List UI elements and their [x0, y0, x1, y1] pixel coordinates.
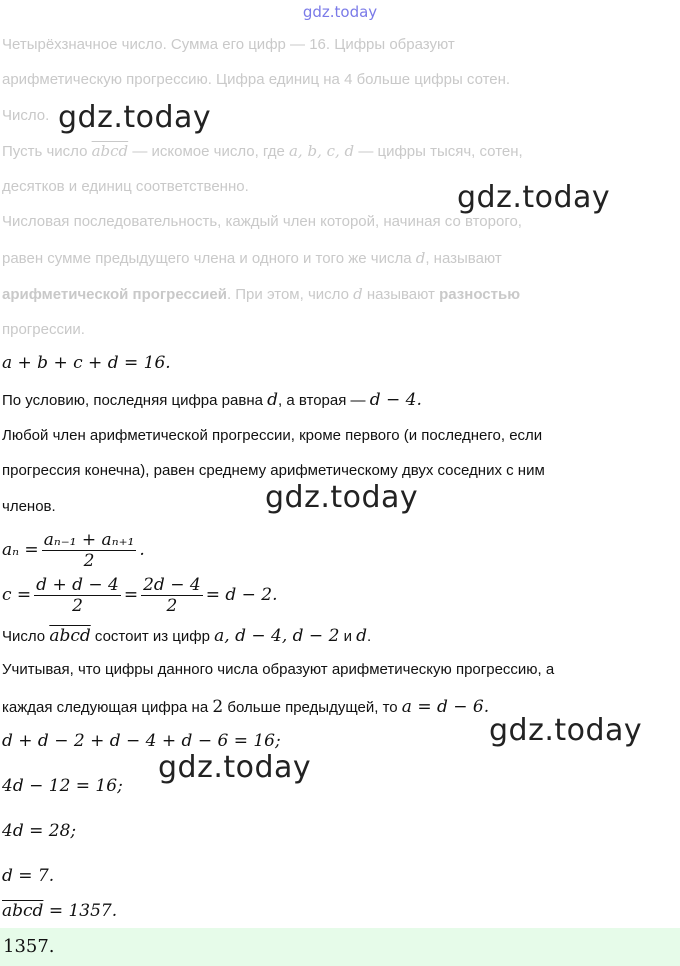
- definition-line-1: [2, 142, 680, 160]
- progression-line-1: Учитывая, что цифры данного числа образуют арифметическую прогрессию, а: [2, 661, 555, 678]
- text: называют: [366, 286, 435, 303]
- formula-c: [2, 575, 680, 616]
- definition-line-6: прогрессии.: [2, 321, 85, 338]
- number-two: 2: [212, 697, 224, 717]
- digits-list: a, d − 4, d − 2: [214, 626, 340, 646]
- fraction: [42, 530, 137, 571]
- formula-an: [2, 530, 680, 571]
- numerator: aₙ₋₁ + aₙ₊₁: [43, 530, 135, 550]
- problem-line-2: арифметическую прогрессию. Цифра единиц на 4 больше цифры сотен.: [2, 71, 511, 88]
- digits-line: [2, 626, 680, 646]
- final-equation: [2, 901, 680, 921]
- text: состоит из цифр: [94, 628, 210, 645]
- c-result: = d − 2.: [205, 585, 278, 605]
- var-d: d: [415, 249, 426, 267]
- number-abcd: abcd: [91, 142, 129, 160]
- text: больше предыдущей, то: [227, 699, 398, 716]
- definition-line-2: десятков и единиц соответственно.: [2, 178, 249, 195]
- var-d: d: [267, 390, 279, 410]
- watermark: gdz.today: [58, 100, 212, 135]
- rule-line-1: Любой член арифметической прогрессии, кроме первого (и последнего, если: [2, 427, 543, 444]
- text: , называют: [425, 250, 502, 267]
- equation-2: 4d − 12 = 16;: [2, 776, 123, 796]
- rule-line-2: прогрессия конечна), равен среднему арифметическому двух соседних с ним: [2, 462, 545, 479]
- text: По условию, последняя цифра равна: [2, 392, 263, 409]
- c-lhs: c =: [2, 585, 32, 605]
- denominator: 2: [83, 551, 95, 571]
- var-d: d: [353, 285, 363, 303]
- equation-sum: a + b + c + d = 16.: [2, 353, 171, 373]
- equals: =: [123, 585, 139, 605]
- equation-4: d = 7.: [2, 866, 55, 886]
- an-lhs: aₙ =: [2, 540, 39, 560]
- watermark: gdz.today: [265, 480, 419, 515]
- number-abcd: abcd: [2, 901, 44, 921]
- expr-d-minus-4: d − 4: [369, 390, 417, 410]
- problem-line-1: Четырёхзначное число. Сумма его цифр — 16. Цифры образуют: [2, 36, 455, 53]
- watermark: gdz.today: [457, 180, 611, 215]
- term-arith-progression: арифметической прогрессией: [2, 286, 227, 303]
- numerator: d + d − 4: [36, 575, 119, 595]
- fraction-1: [34, 575, 121, 616]
- text: — цифры тысяч, сотен,: [358, 143, 523, 160]
- text: и: [343, 628, 352, 645]
- var-d: d: [356, 626, 368, 646]
- text: Число: [2, 628, 46, 645]
- denominator: 2: [72, 596, 83, 616]
- text: — искомое число, где: [132, 143, 285, 160]
- period: .: [416, 390, 422, 410]
- rule-line-3: членов.: [2, 498, 56, 515]
- period: .: [139, 540, 145, 560]
- watermark: gdz.today: [489, 713, 643, 748]
- text: . При этом, число: [226, 286, 349, 303]
- definition-line-4: [2, 249, 680, 267]
- text: , а вторая —: [278, 392, 366, 409]
- watermark: gdz.today: [158, 750, 312, 785]
- equation-1: d + d − 2 + d − 4 + d − 6 = 16;: [2, 731, 281, 751]
- text: равен сумме предыдущего члена и одного и того же числа: [2, 250, 412, 267]
- fraction-2: [141, 575, 203, 616]
- numerator: 2d − 4: [143, 575, 201, 595]
- text: Пусть число: [2, 143, 88, 160]
- answer-box: 1357.: [0, 928, 680, 966]
- problem-line-3: Число.: [2, 107, 50, 124]
- definition-line-5: [2, 285, 680, 303]
- expr-a: a = d − 6: [401, 697, 484, 717]
- text: каждая следующая цифра на: [2, 699, 209, 716]
- top-watermark: gdz.today: [302, 3, 378, 21]
- equation-3: 4d = 28;: [2, 821, 77, 841]
- denominator: 2: [166, 596, 178, 616]
- variables: a, b, c, d: [288, 142, 355, 160]
- definition-line-3: Числовая последовательность, каждый член которой, начиная со второго,: [2, 213, 522, 230]
- final-value: = 1357.: [48, 901, 118, 921]
- number-abcd: abcd: [49, 626, 91, 646]
- term-difference: разностью: [439, 286, 520, 303]
- period: .: [367, 628, 372, 645]
- condition-line: [2, 390, 680, 410]
- period: .: [483, 697, 490, 717]
